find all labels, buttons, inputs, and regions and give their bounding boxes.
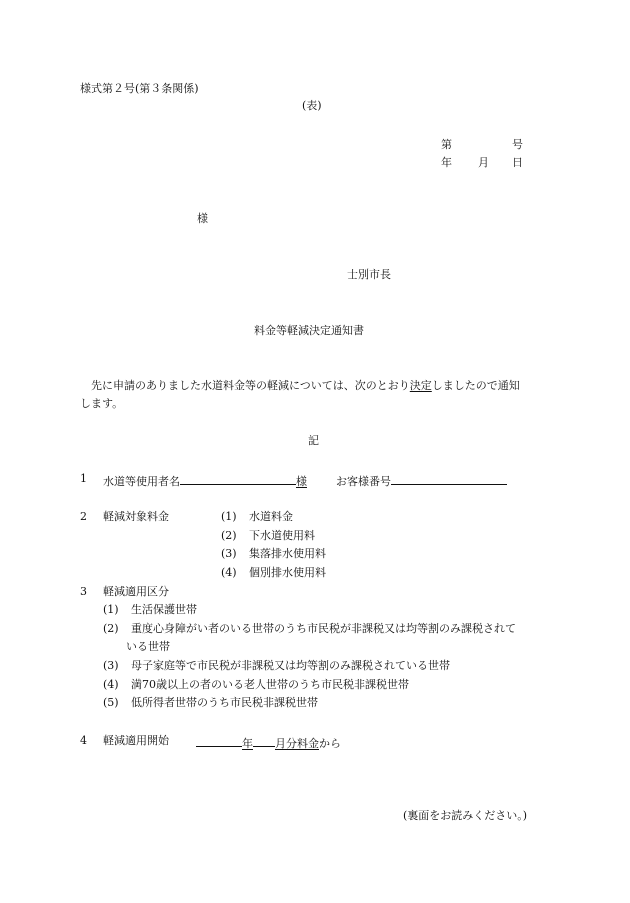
form-number: 様式第２号(第３条関係) [80,82,199,95]
ki-label: 記 [308,434,319,447]
option-2-num: (2) [221,529,237,542]
side-label: (表) [302,99,322,112]
start-month-blank [253,733,275,747]
number-go: 号 [512,138,523,151]
body-line-1-post: しましたので通知 [431,379,520,392]
customer-number-blank [391,471,507,485]
start-year-label: 年 [242,737,253,750]
date-year: 年 [441,156,452,169]
item3-label: 軽減適用区分 [103,585,169,598]
body-line-1-pre: 先に申請のありました水道料金等の軽減については、次のとおり [91,379,410,392]
body-line-1 [91,378,520,394]
user-name-blank [180,471,296,485]
category-4-text: 満70歳以上の者のいる老人世帯のうち市民税非課税世帯 [131,678,409,691]
item1-number: 1 [80,472,87,485]
start-date-row [196,733,341,752]
document-title: 料金等軽減決定通知書 [254,324,364,337]
user-name-label: 水道等使用者名 [103,475,180,488]
category-5-num: (5) [103,696,119,709]
option-2-text: 下水道使用料 [249,529,315,542]
item1-customer [336,471,507,490]
item3-number: 3 [80,585,87,598]
date-day: 日 [512,156,523,169]
category-2-text-cont: いる世帯 [126,640,170,653]
body-line-1-underlined: 決定 [409,379,432,392]
item1-row [103,471,307,490]
option-4-text: 個別排水使用料 [249,566,326,579]
start-month-fee: 月分料金 [275,737,319,750]
category-2-num: (2) [103,622,119,635]
category-3-num: (3) [103,659,119,672]
category-2-text: 重度心身障がい者のいる世帯のうち市民税が非課税又は均等割のみ課税されて [131,622,516,635]
option-1-text: 水道料金 [249,510,293,523]
category-3-text: 母子家庭等で市民税が非課税又は均等割のみ課税されている世帯 [131,659,450,672]
addressee-sama: 様 [197,212,208,225]
number-dai: 第 [441,138,452,151]
reverse-side-note: (裏面をお読みください。) [403,809,528,822]
item2-label: 軽減対象料金 [103,510,169,523]
start-from: から [319,737,341,750]
option-3-text: 集落排水使用料 [249,547,326,560]
category-4-num: (4) [103,678,119,691]
body-line-2: します。 [80,397,124,410]
category-5-text: 低所得者世帯のうち市民税非課税世帯 [131,696,318,709]
option-3-num: (3) [221,547,237,560]
category-1-num: (1) [103,603,119,616]
option-4-num: (4) [221,566,237,579]
issuer: 士別市長 [347,268,391,281]
customer-number-label: お客様番号 [336,475,391,488]
user-name-sama: 様 [296,475,307,488]
item4-number: 4 [80,734,87,747]
item2-number: 2 [80,510,87,523]
start-year-blank [196,733,242,747]
category-1-text: 生活保護世帯 [131,603,197,616]
date-month: 月 [478,156,489,169]
item4-label: 軽減適用開始 [103,734,169,747]
option-1-num: (1) [221,510,237,523]
